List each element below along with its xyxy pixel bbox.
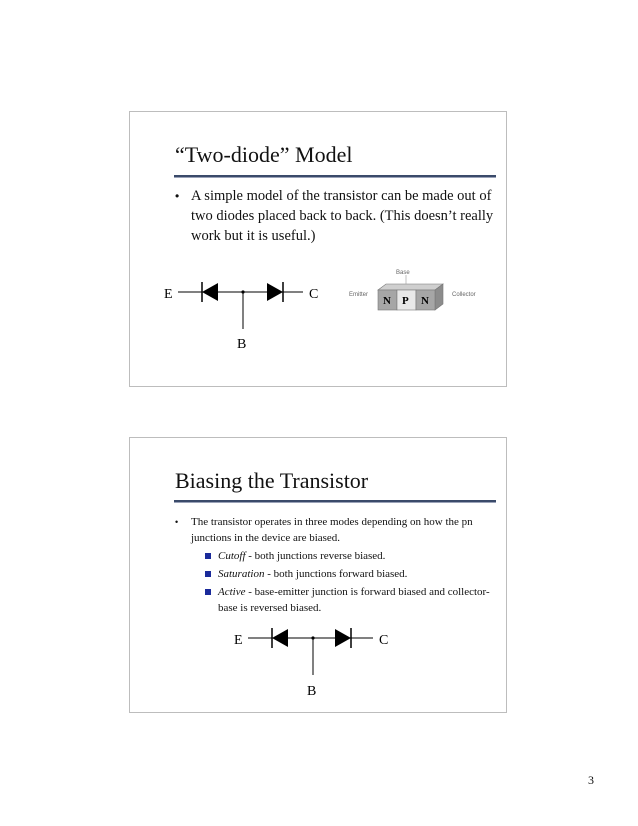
bullet-dot-icon: • — [175, 517, 179, 527]
slide-biasing-the-transistor — [129, 437, 507, 713]
npn-block — [349, 270, 476, 310]
mode-desc: - base-emitter junction is forward biased and collector-base is reversed biased. — [218, 586, 490, 614]
diode-right-icon — [267, 283, 283, 301]
page-number: 3 — [588, 773, 594, 787]
diode-left-icon — [202, 283, 218, 301]
emitter-label: E — [234, 633, 243, 648]
two-diode-diagram — [130, 438, 508, 714]
slide-title: Biasing the Transistor — [175, 468, 369, 493]
mode-name: Saturation — [218, 568, 265, 580]
mode-desc: - both junctions reverse biased. — [245, 550, 386, 562]
slide-title: “Two-diode” Model — [175, 142, 353, 167]
npn-collector-label: Collector — [452, 292, 476, 298]
bullet-text: A simple model of the transistor can be made out of two diodes placed back to back. (This doesn’t really work but it is useful.) — [191, 188, 494, 244]
npn-n1-label: N — [383, 295, 391, 307]
npn-n2-label: N — [421, 295, 429, 307]
emitter-label: E — [164, 287, 173, 302]
npn-p-label: P — [402, 295, 409, 307]
npn-base-label: Base — [396, 270, 410, 276]
diode-circuit — [164, 282, 318, 352]
slide-two-diode-model — [129, 111, 507, 387]
collector-label: C — [309, 287, 319, 302]
two-diode-diagram — [130, 112, 508, 388]
bullet-text: The transistor operates in three modes depending on how the pn junctions in the device are biased. — [191, 516, 473, 544]
base-label: B — [237, 337, 247, 352]
collector-label: C — [379, 633, 389, 648]
diode-circuit — [234, 628, 388, 699]
diode-left-icon — [272, 629, 288, 647]
base-label: B — [307, 684, 317, 699]
mode-name: Active — [218, 586, 246, 598]
mode-name: Cutoff — [218, 550, 246, 562]
mode-desc: - both junctions forward biased. — [264, 568, 408, 580]
npn-top-face — [378, 284, 443, 290]
npn-emitter-label: Emitter — [349, 292, 369, 298]
bullet-dot-icon: • — [175, 189, 180, 203]
diode-right-icon — [335, 629, 351, 647]
